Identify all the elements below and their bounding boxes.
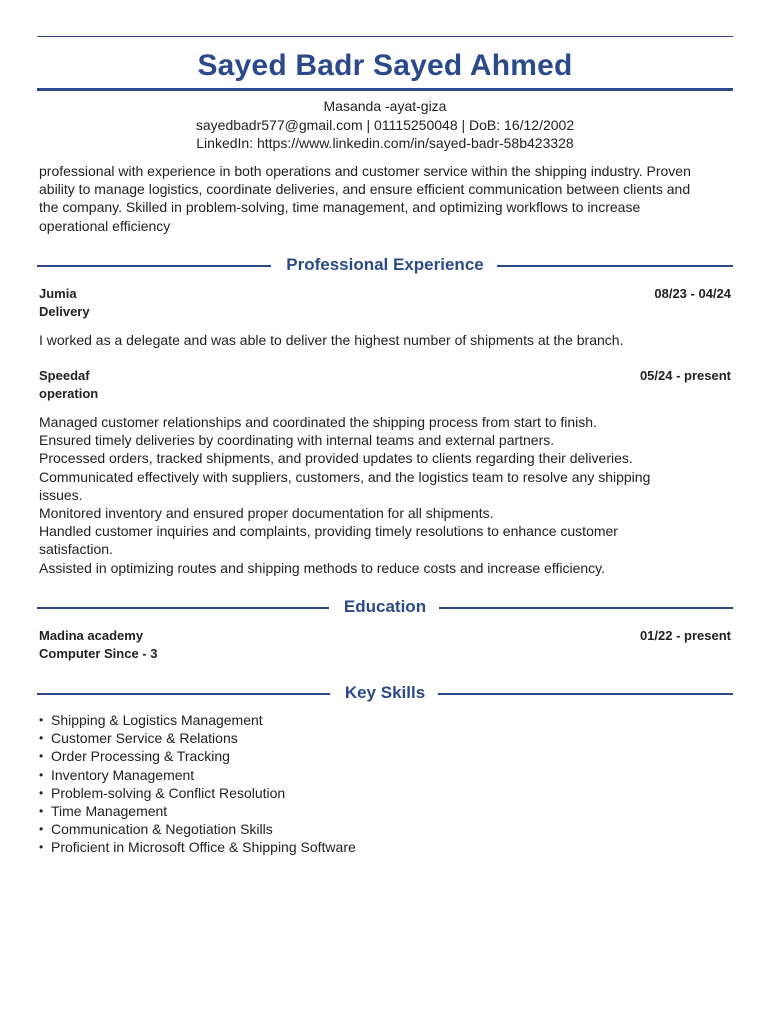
summary-line: professional with experience in both operations and customer service within the shipping industry. Proven <box>39 163 691 179</box>
linkedin-link[interactable]: LinkedIn: https://www.linkedin.com/in/sayed-badr-58b423328 <box>196 135 574 151</box>
list-item <box>39 729 731 747</box>
summary-line: ability to manage logistics, coordinate deliveries, and ensure efficient communication between clients and <box>39 181 691 198</box>
location: Masanda -ayat-giza <box>323 98 447 114</box>
professional-summary <box>39 162 733 235</box>
skill-label: Problem-solving & Conflict Resolution <box>51 784 286 801</box>
bullet-icon: • <box>39 785 44 800</box>
summary-line: the company. Skilled in problem-solving, time management, and optimizing workflows to increase <box>39 199 641 216</box>
job-dates: 08/23 - 04/24 <box>654 286 731 301</box>
list-item <box>39 838 731 856</box>
job-company: Jumia <box>39 286 77 301</box>
skill-label: Order Processing & Tracking <box>51 748 230 765</box>
contact-line: sayedbadr577@gmail.com | 01115250048 | DoB: 16/12/2002 <box>195 117 575 133</box>
skills-list <box>39 711 731 857</box>
school-name: Madina academy <box>39 628 144 643</box>
skill-label: Time Management <box>51 803 168 820</box>
description-line: satisfaction. <box>39 541 113 558</box>
job-company: Speedaf <box>39 368 90 383</box>
description-line: issues. <box>39 486 83 503</box>
description-line: Assisted in optimizing routes and shipping methods to reduce costs and increase efficiency. <box>39 559 606 576</box>
list-item <box>39 711 731 729</box>
job-description-speedaf <box>39 413 731 577</box>
skill-label: Communication & Negotiation Skills <box>51 821 273 838</box>
section-title-skills: Key Skills <box>344 683 426 702</box>
description-line: Handled customer inquiries and complaints, providing timely resolutions to enhance customer <box>39 523 618 540</box>
candidate-name: Sayed Badr Sayed Ahmed <box>197 49 573 82</box>
description-line: Monitored inventory and ensured proper documentation for all shipments. <box>39 505 494 522</box>
description-line: Managed customer relationships and coordinated the shipping process from start to finish. <box>39 414 597 430</box>
bullet-icon: • <box>39 731 44 746</box>
bullet-icon: • <box>39 840 44 855</box>
section-header-experience <box>37 254 733 276</box>
job-description-jumia <box>39 331 731 349</box>
job-dates: 05/24 - present <box>639 368 731 383</box>
section-title-education: Education <box>343 597 427 616</box>
list-item <box>39 784 731 802</box>
skill-label: Shipping & Logistics Management <box>51 712 263 728</box>
bullet-icon: • <box>39 804 44 819</box>
description-line: Communicated effectively with suppliers, customers, and the logistics team to resolve any shipping <box>39 468 651 485</box>
list-item <box>39 766 731 784</box>
education-program: Computer Since - 3 <box>39 646 158 661</box>
job-role: Delivery <box>39 304 90 319</box>
description-line: I worked as a delegate and was able to deliver the highest number of shipments at the branch. <box>39 332 624 348</box>
section-header-skills <box>37 682 733 704</box>
job-role: operation <box>39 386 99 401</box>
description-line: Processed orders, tracked shipments, and provided updates to clients regarding their deliveries. <box>39 450 633 467</box>
summary-line: operational efficiency <box>39 217 171 234</box>
education-dates: 01/22 - present <box>639 628 731 643</box>
bullet-icon: • <box>39 822 44 837</box>
description-line: Ensured timely deliveries by coordinating with internal teams and external partners. <box>39 432 555 449</box>
skill-label: Inventory Management <box>51 766 195 783</box>
bullet-icon: • <box>39 713 44 727</box>
list-item <box>39 802 731 820</box>
section-header-education <box>37 596 733 618</box>
name-underline <box>37 88 733 91</box>
bullet-icon: • <box>39 767 44 782</box>
list-item <box>39 820 731 838</box>
bullet-icon: • <box>39 749 44 764</box>
top-divider <box>37 36 733 37</box>
skill-label: Customer Service & Relations <box>51 730 238 747</box>
list-item <box>39 747 731 765</box>
skill-label: Proficient in Microsoft Office & Shipping Software <box>51 839 356 856</box>
section-title-experience: Professional Experience <box>286 255 484 274</box>
